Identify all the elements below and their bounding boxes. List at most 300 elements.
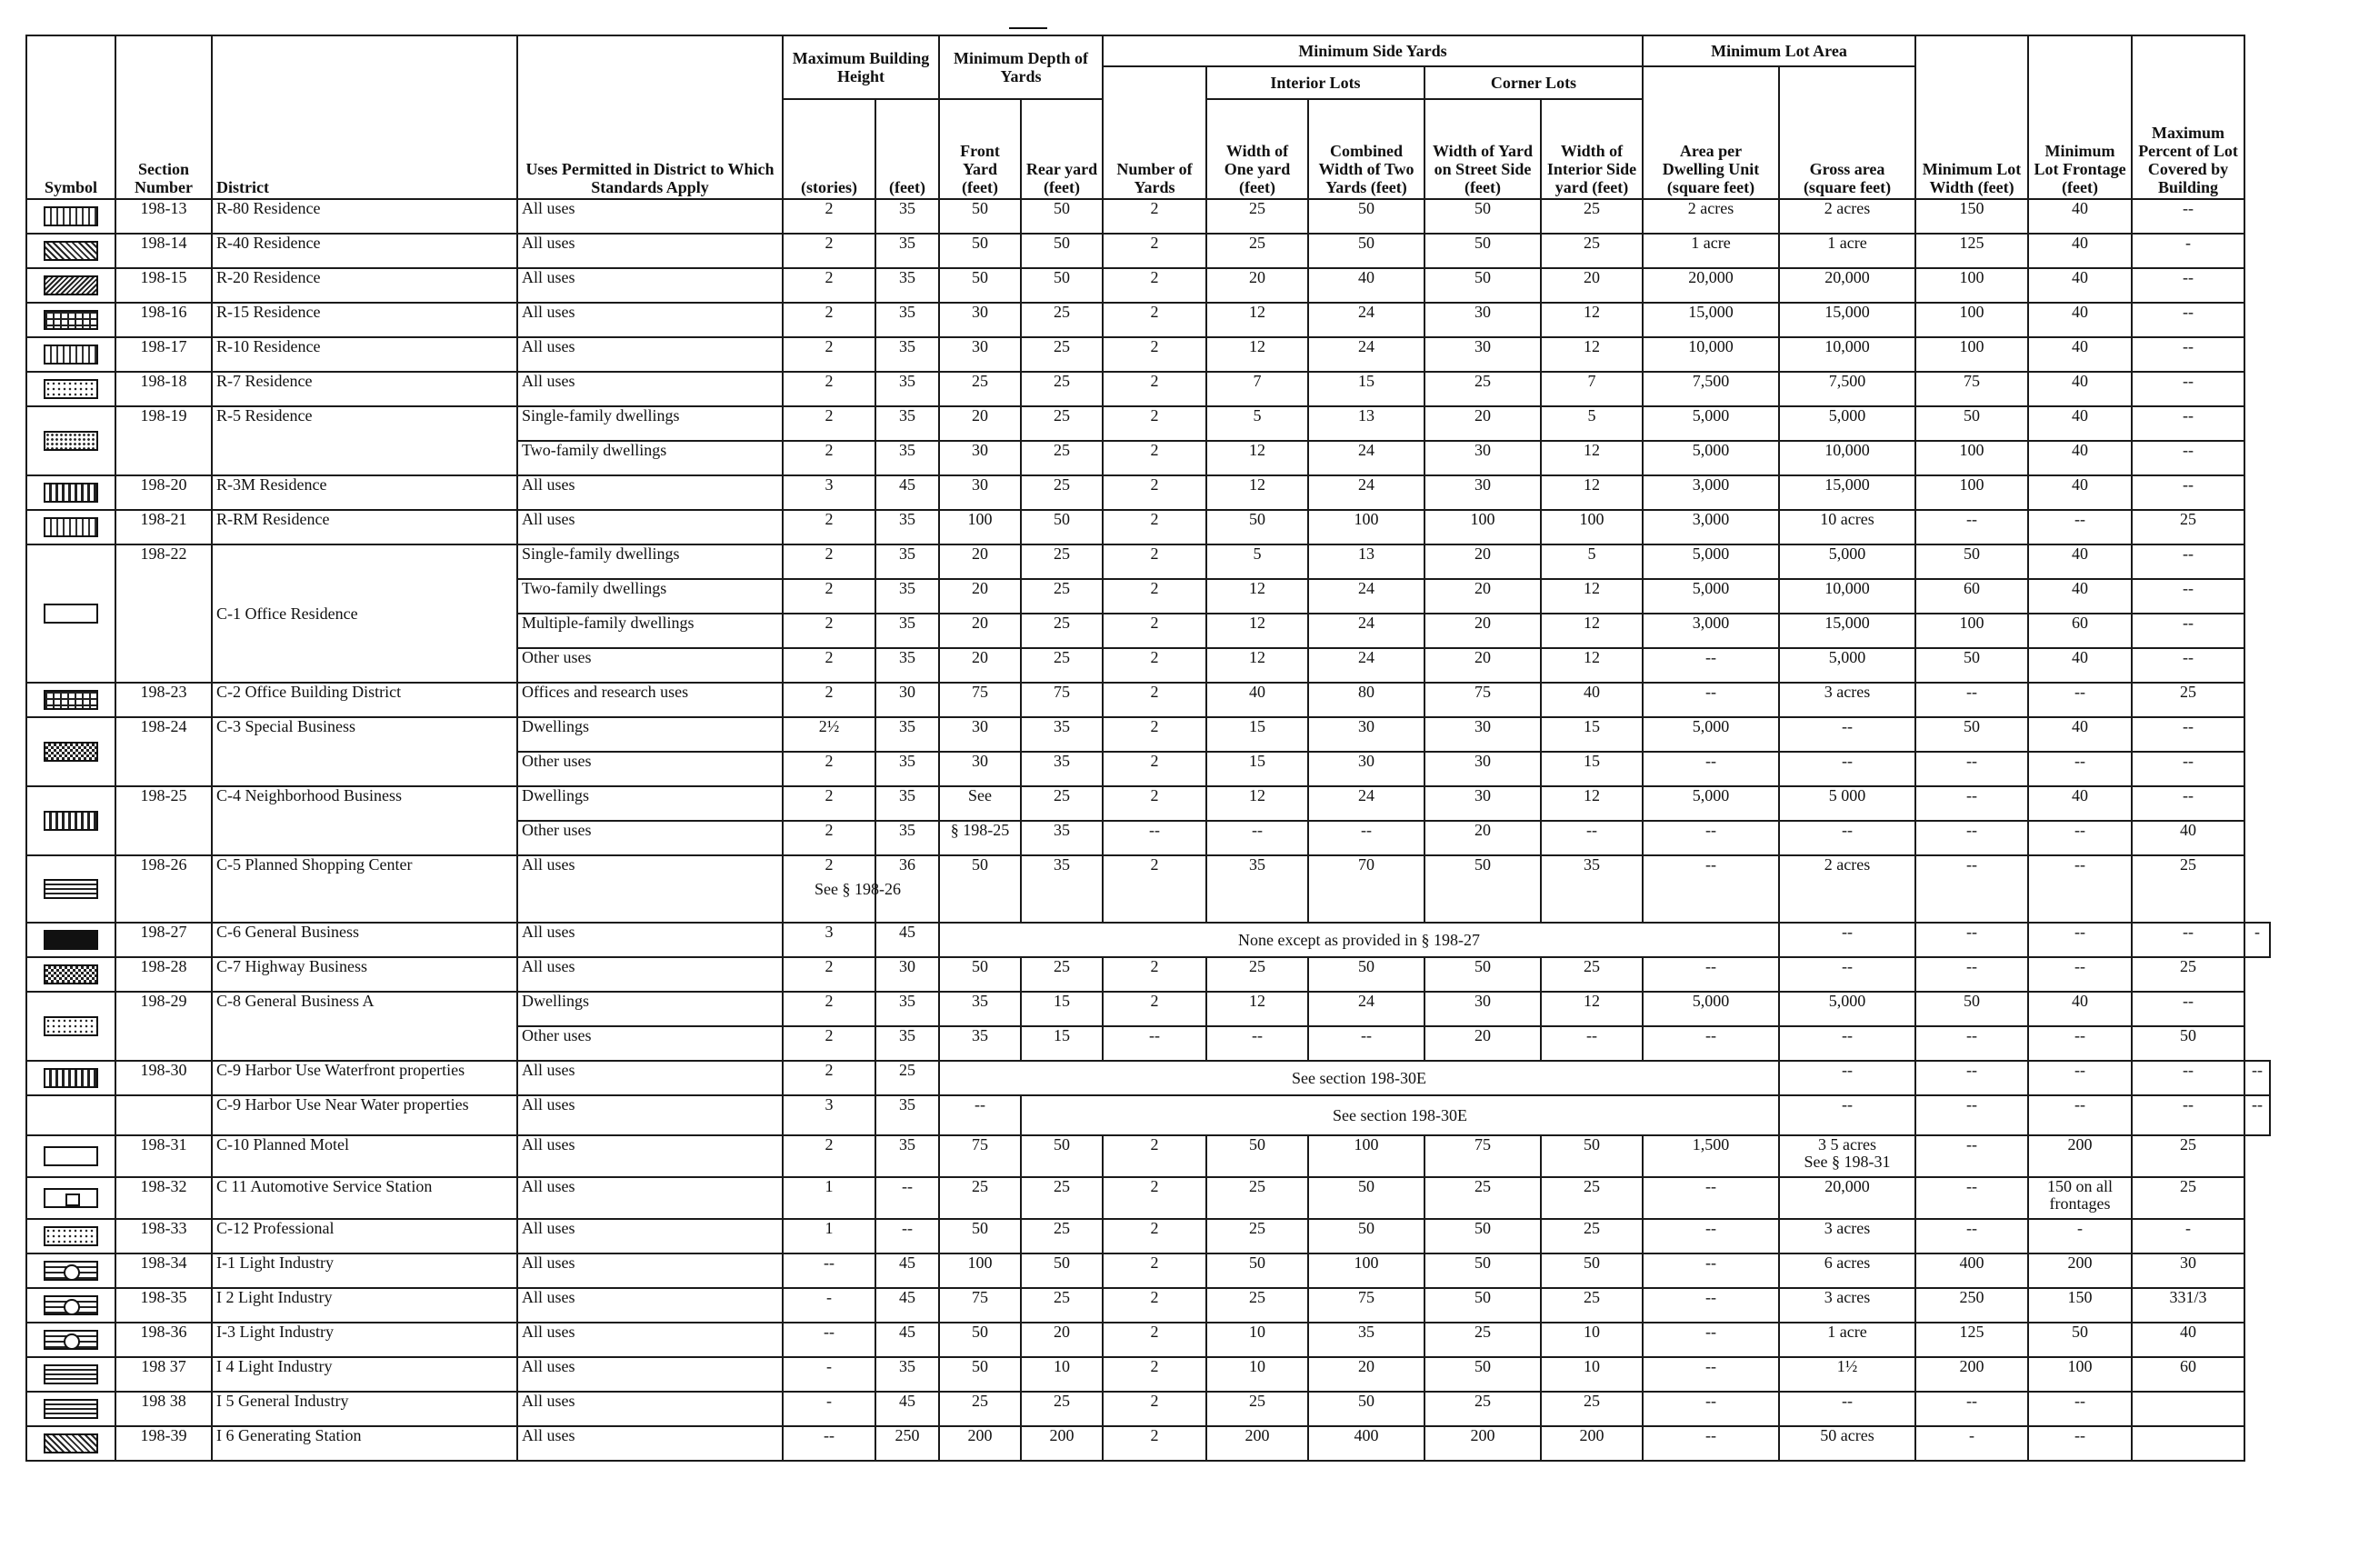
ny-cell: 2 bbox=[1103, 234, 1206, 268]
stories-value: -- bbox=[824, 1253, 835, 1272]
gross-area-value: 2 acres bbox=[1824, 855, 1871, 874]
gross-area-value: 3 acres bbox=[1824, 1288, 1871, 1306]
lot-frontage-cell bbox=[2028, 786, 2132, 821]
table-row bbox=[26, 199, 2270, 234]
zone-pattern-symbol bbox=[44, 1399, 98, 1419]
table-row bbox=[26, 1253, 2270, 1288]
stories-value: 2 bbox=[825, 992, 834, 1010]
zoning-standards-table bbox=[25, 35, 2271, 1462]
ny-cell: 2 bbox=[1103, 855, 1206, 923]
cw-cell: 30 bbox=[1308, 752, 1424, 786]
cw-cell: 70 bbox=[1308, 855, 1424, 923]
ry-cell: 15 bbox=[1021, 1026, 1103, 1061]
lot-frontage-cell bbox=[2028, 992, 2132, 1026]
gross-area-cell bbox=[1779, 441, 1915, 475]
apd-cell: 3,000 bbox=[1643, 475, 1779, 510]
cw-cell: 50 bbox=[1308, 234, 1424, 268]
is-cell: 12 bbox=[1541, 475, 1643, 510]
stories-cell bbox=[783, 372, 875, 406]
stories-value: 2 bbox=[825, 268, 834, 286]
stories-cell bbox=[783, 821, 875, 855]
zone-symbol-cell bbox=[26, 1135, 115, 1177]
stories-cell bbox=[783, 786, 875, 821]
gross-area-value: -- bbox=[1842, 1392, 1853, 1410]
uses-cell: Other uses bbox=[517, 821, 783, 855]
height-feet-cell: 45 bbox=[875, 923, 939, 957]
height-feet-cell: -- bbox=[875, 1219, 939, 1253]
uses-cell: All uses bbox=[517, 1288, 783, 1323]
gross-area-cell bbox=[1779, 544, 1915, 579]
height-feet-cell: 35 bbox=[875, 1095, 939, 1135]
lot-frontage-value: 150 bbox=[2067, 1288, 2093, 1306]
section-number-cell: 198-16 bbox=[115, 303, 212, 337]
lot-width-cell: 100 bbox=[1915, 303, 2028, 337]
lot-frontage-value: 40 bbox=[2072, 406, 2089, 424]
fy-cell: 75 bbox=[939, 683, 1021, 717]
uses-cell: All uses bbox=[517, 1095, 783, 1135]
district-cell bbox=[212, 303, 517, 337]
zone-pattern-symbol bbox=[44, 1433, 98, 1453]
district-cell bbox=[212, 337, 517, 372]
district-name: C-4 Neighborhood Business bbox=[216, 786, 402, 804]
zone-symbol-cell bbox=[26, 544, 115, 683]
zone-symbol-cell bbox=[26, 957, 115, 992]
cw-cell: 35 bbox=[1308, 1323, 1424, 1357]
stories-value: 2 bbox=[825, 614, 834, 632]
table-row bbox=[26, 683, 2270, 717]
district-name: R-80 Residence bbox=[216, 199, 321, 217]
uses-cell: All uses bbox=[517, 1323, 783, 1357]
ga-cell: -- bbox=[1915, 1061, 2028, 1095]
zone-pattern-symbol bbox=[44, 345, 98, 365]
district-name: I 5 General Industry bbox=[216, 1392, 349, 1410]
district-name: R-7 Residence bbox=[216, 372, 313, 390]
fy-cell: 30 bbox=[939, 303, 1021, 337]
lot-frontage-value: 100 bbox=[2067, 1357, 2093, 1375]
uses-cell: Other uses bbox=[517, 648, 783, 683]
lot-width-cell: 100 bbox=[1915, 614, 2028, 648]
apd-cell: 5,000 bbox=[1643, 579, 1779, 614]
zone-symbol-cell bbox=[26, 1253, 115, 1288]
ss-cell: 50 bbox=[1424, 1219, 1541, 1253]
percent-covered-cell: 25 bbox=[2132, 855, 2244, 923]
percent-covered-cell: 331/3 bbox=[2132, 1288, 2244, 1323]
gross-area-value: 10,000 bbox=[1824, 441, 1870, 459]
lot-frontage-value: 150 on all bbox=[2047, 1177, 2114, 1195]
fy-cell: 35 bbox=[939, 992, 1021, 1026]
lot-frontage-cell bbox=[2028, 1026, 2132, 1061]
zone-pattern-symbol bbox=[44, 1261, 98, 1281]
cw-cell: 40 bbox=[1308, 268, 1424, 303]
gross-area-value: 20,000 bbox=[1824, 1177, 1870, 1195]
gross-area-cell bbox=[1779, 1357, 1915, 1392]
section-number-cell: 198-32 bbox=[115, 1177, 212, 1219]
table-header bbox=[26, 35, 2270, 199]
stories-value: 2 bbox=[825, 544, 834, 563]
fy-cell: 50 bbox=[939, 855, 1021, 923]
district-cell bbox=[212, 1219, 517, 1253]
uses-cell: All uses bbox=[517, 923, 783, 957]
lot-frontage-value: 40 bbox=[2072, 475, 2089, 494]
ny-cell: 2 bbox=[1103, 1288, 1206, 1323]
stories-value: 2 bbox=[825, 957, 834, 975]
district-name: C-3 Special Business bbox=[216, 717, 355, 735]
ry-cell: 25 bbox=[1021, 957, 1103, 992]
district-cell bbox=[212, 268, 517, 303]
lw-cell: -- bbox=[2028, 1095, 2132, 1135]
table-row bbox=[26, 923, 2270, 957]
percent-covered-cell: -- bbox=[2132, 475, 2244, 510]
percent-covered-cell: 50 bbox=[2132, 1026, 2244, 1061]
lot-frontage-value: -- bbox=[2074, 821, 2086, 839]
cw-cell: 20 bbox=[1308, 1357, 1424, 1392]
zone-symbol-cell bbox=[26, 1323, 115, 1357]
district-name: R-10 Residence bbox=[216, 337, 321, 355]
stories-value: 2 bbox=[825, 683, 834, 701]
stories-cell bbox=[783, 1392, 875, 1426]
uses-cell: Dwellings bbox=[517, 786, 783, 821]
percent-covered-cell: 40 bbox=[2132, 1323, 2244, 1357]
fy-cell: 200 bbox=[939, 1426, 1021, 1461]
pc-cell: -- bbox=[2244, 1061, 2270, 1095]
ny-cell: -- bbox=[1103, 821, 1206, 855]
fy-cell: 75 bbox=[939, 1135, 1021, 1177]
table-row bbox=[26, 1135, 2270, 1177]
ny-cell: 2 bbox=[1103, 372, 1206, 406]
ss-cell: 100 bbox=[1424, 510, 1541, 544]
zone-pattern-symbol bbox=[44, 930, 98, 950]
percent-covered-cell: 60 bbox=[2132, 1357, 2244, 1392]
district-cell bbox=[212, 406, 517, 475]
stories-value: 2 bbox=[825, 1026, 834, 1044]
header-width-one-yard: Width of One yard (feet) bbox=[1206, 99, 1308, 199]
gross-area-value: -- bbox=[1842, 1026, 1853, 1044]
ny-cell: 2 bbox=[1103, 303, 1206, 337]
uses-cell: Two-family dwellings bbox=[517, 579, 783, 614]
gross-area-value: 3 acres bbox=[1824, 683, 1871, 701]
header-min-lot-area: Minimum Lot Area bbox=[1643, 35, 1915, 66]
zone-symbol-cell bbox=[26, 1095, 115, 1135]
ny-cell: 2 bbox=[1103, 1219, 1206, 1253]
percent-covered-cell: -- bbox=[2132, 441, 2244, 475]
apd-cell: -- bbox=[1643, 752, 1779, 786]
cw-cell: -- bbox=[1308, 821, 1424, 855]
gross-area-cell bbox=[1779, 1288, 1915, 1323]
gross-area-cell bbox=[1779, 510, 1915, 544]
fy-cell: 25 bbox=[939, 1392, 1021, 1426]
lot-frontage-value: 40 bbox=[2072, 717, 2089, 735]
gross-area-cell bbox=[1779, 648, 1915, 683]
district-cell bbox=[212, 1288, 517, 1323]
stories-value: 2 bbox=[825, 441, 834, 459]
height-feet-cell: 35 bbox=[875, 372, 939, 406]
w1-cell: 35 bbox=[1206, 855, 1308, 923]
lw-cell: -- bbox=[2028, 1061, 2132, 1095]
zone-symbol-cell bbox=[26, 717, 115, 786]
lot-frontage-cell bbox=[2028, 1392, 2132, 1426]
zone-pattern-symbol bbox=[44, 1146, 98, 1166]
zone-symbol-cell bbox=[26, 1061, 115, 1095]
height-feet-cell: 35 bbox=[875, 821, 939, 855]
district-name: R-20 Residence bbox=[216, 268, 321, 286]
ry-cell: 25 bbox=[1021, 1288, 1103, 1323]
lot-width-cell: 100 bbox=[1915, 441, 2028, 475]
percent-covered-cell: 30 bbox=[2132, 1253, 2244, 1288]
zone-symbol-cell bbox=[26, 855, 115, 923]
w1-cell: 12 bbox=[1206, 441, 1308, 475]
height-feet-cell: 45 bbox=[875, 1323, 939, 1357]
apd-cell: 10,000 bbox=[1643, 337, 1779, 372]
percent-covered-cell: -- bbox=[2132, 614, 2244, 648]
ss-cell: 30 bbox=[1424, 475, 1541, 510]
w1-cell: 25 bbox=[1206, 1219, 1308, 1253]
stories-cell bbox=[783, 1219, 875, 1253]
header-max-building-height: Maximum Building Height bbox=[783, 35, 939, 99]
section-number-cell: 198-25 bbox=[115, 786, 212, 855]
lot-width-cell: 100 bbox=[1915, 337, 2028, 372]
ny-cell: 2 bbox=[1103, 1392, 1206, 1426]
apd-cell: 3,000 bbox=[1643, 510, 1779, 544]
lot-width-cell: -- bbox=[1915, 1135, 2028, 1177]
lot-frontage-value: 200 bbox=[2067, 1253, 2093, 1272]
lot-frontage-value: -- bbox=[2074, 855, 2086, 874]
ss-cell: 25 bbox=[1424, 1323, 1541, 1357]
uses-cell: Single-family dwellings bbox=[517, 406, 783, 441]
apd-cell: -- bbox=[1779, 1095, 1915, 1135]
uses-cell: Two-family dwellings bbox=[517, 441, 783, 475]
gross-area-cell bbox=[1779, 1219, 1915, 1253]
w1-cell: 25 bbox=[1206, 1392, 1308, 1426]
stories-value: 3 bbox=[825, 1095, 834, 1114]
lot-frontage-cell bbox=[2028, 752, 2132, 786]
ny-cell: 2 bbox=[1103, 614, 1206, 648]
table-row bbox=[26, 1219, 2270, 1253]
cw-cell: 24 bbox=[1308, 337, 1424, 372]
stories-cell bbox=[783, 1177, 875, 1219]
percent-covered-cell: 40 bbox=[2132, 821, 2244, 855]
stories-cell bbox=[783, 957, 875, 992]
section-number-cell: 198-20 bbox=[115, 475, 212, 510]
apd-cell: -- bbox=[1643, 1219, 1779, 1253]
stories-value: 2 bbox=[825, 579, 834, 597]
ss-cell: 20 bbox=[1424, 614, 1541, 648]
zone-symbol-cell bbox=[26, 1426, 115, 1461]
uses-cell: Multiple-family dwellings bbox=[517, 614, 783, 648]
w1-cell: 12 bbox=[1206, 337, 1308, 372]
uses-cell: All uses bbox=[517, 1177, 783, 1219]
height-feet-cell: 45 bbox=[875, 1392, 939, 1426]
apd-cell: 20,000 bbox=[1643, 268, 1779, 303]
section-number-cell: 198-14 bbox=[115, 234, 212, 268]
fy-cell: 50 bbox=[939, 234, 1021, 268]
lot-frontage-cell bbox=[2028, 544, 2132, 579]
section-number-cell: 198-22 bbox=[115, 544, 212, 683]
zone-symbol-cell bbox=[26, 786, 115, 855]
gross-area-cell bbox=[1779, 1323, 1915, 1357]
ry-cell: 25 bbox=[1021, 303, 1103, 337]
ny-cell: 2 bbox=[1103, 406, 1206, 441]
table-row bbox=[26, 234, 2270, 268]
stories-note: See § 198-26 bbox=[815, 880, 901, 898]
ss-cell: 30 bbox=[1424, 786, 1541, 821]
zone-pattern-symbol bbox=[44, 742, 98, 762]
ga-cell: -- bbox=[1915, 923, 2028, 957]
ss-cell: 20 bbox=[1424, 648, 1541, 683]
header-rear-yard: Rear yard (feet) bbox=[1021, 99, 1103, 199]
height-feet-cell: 250 bbox=[875, 1426, 939, 1461]
header-front-yard: Front Yard (feet) bbox=[939, 99, 1021, 199]
gross-area-cell bbox=[1779, 337, 1915, 372]
height-feet-cell: 35 bbox=[875, 614, 939, 648]
height-feet-cell: -- bbox=[875, 1177, 939, 1219]
gross-area-cell bbox=[1779, 1253, 1915, 1288]
percent-covered-cell: -- bbox=[2132, 544, 2244, 579]
lot-frontage-value: 50 bbox=[2072, 1323, 2089, 1341]
lot-frontage-cell bbox=[2028, 337, 2132, 372]
lot-frontage-cell bbox=[2028, 614, 2132, 648]
height-feet-cell: 35 bbox=[875, 337, 939, 372]
district-note: Near Water properties bbox=[325, 1095, 469, 1114]
cw-cell: 100 bbox=[1308, 510, 1424, 544]
uses-cell: All uses bbox=[517, 1219, 783, 1253]
table-row bbox=[26, 992, 2270, 1026]
district-name: C-9 Harbor Use bbox=[216, 1095, 321, 1114]
district-cell bbox=[212, 372, 517, 406]
w1-cell: -- bbox=[1206, 1026, 1308, 1061]
fy-cell: See bbox=[939, 786, 1021, 821]
percent-covered-cell: 25 bbox=[2132, 510, 2244, 544]
lot-width-cell: 50 bbox=[1915, 544, 2028, 579]
ny-cell: 2 bbox=[1103, 441, 1206, 475]
w1-cell: 10 bbox=[1206, 1323, 1308, 1357]
stories-cell bbox=[783, 1357, 875, 1392]
section-number-cell: 198-18 bbox=[115, 372, 212, 406]
gross-area-cell bbox=[1779, 683, 1915, 717]
fy-cell: 100 bbox=[939, 510, 1021, 544]
apd-cell: -- bbox=[1643, 683, 1779, 717]
header-width-street-side: Width of Yard on Street Side (feet) bbox=[1424, 99, 1541, 199]
ss-cell: 30 bbox=[1424, 303, 1541, 337]
ry-cell: 50 bbox=[1021, 1135, 1103, 1177]
ss-cell: 75 bbox=[1424, 1135, 1541, 1177]
ga-cell: -- bbox=[1915, 1095, 2028, 1135]
district-cell bbox=[212, 1061, 517, 1095]
zone-symbol-cell bbox=[26, 372, 115, 406]
cw-cell: 24 bbox=[1308, 475, 1424, 510]
district-name: R-15 Residence bbox=[216, 303, 321, 321]
stories-cell bbox=[783, 683, 875, 717]
district-name: C-12 Professional bbox=[216, 1219, 335, 1237]
district-name: C 11 Automotive Service Station bbox=[216, 1177, 433, 1195]
zone-symbol-cell bbox=[26, 510, 115, 544]
stories-value: 2½ bbox=[818, 717, 840, 735]
is-cell: 7 bbox=[1541, 372, 1643, 406]
stories-value: 3 bbox=[825, 923, 834, 941]
uses-cell: All uses bbox=[517, 234, 783, 268]
stories-value: 2 bbox=[825, 337, 834, 355]
ny-cell: 2 bbox=[1103, 199, 1206, 234]
stories-cell bbox=[783, 544, 875, 579]
ry-cell: 200 bbox=[1021, 1426, 1103, 1461]
uses-cell: All uses bbox=[517, 303, 783, 337]
district-cell bbox=[212, 992, 517, 1061]
stories-cell bbox=[783, 579, 875, 614]
cw-cell: 13 bbox=[1308, 406, 1424, 441]
header-gross-area: Gross area (square feet) bbox=[1779, 66, 1915, 199]
stories-cell bbox=[783, 1323, 875, 1357]
lot-frontage-cell bbox=[2028, 579, 2132, 614]
stories-value: - bbox=[826, 1357, 832, 1375]
district-name: R-RM Residence bbox=[216, 510, 330, 528]
ry-cell: 25 bbox=[1021, 337, 1103, 372]
header-interior-lots: Interior Lots bbox=[1206, 66, 1424, 99]
is-cell: 12 bbox=[1541, 786, 1643, 821]
lot-frontage-cell bbox=[2028, 957, 2132, 992]
section-number-cell: 198-34 bbox=[115, 1253, 212, 1288]
is-cell: 10 bbox=[1541, 1323, 1643, 1357]
gross-area-cell bbox=[1779, 268, 1915, 303]
w1-cell: 7 bbox=[1206, 372, 1308, 406]
ss-cell: 25 bbox=[1424, 372, 1541, 406]
lot-width-cell: 250 bbox=[1915, 1288, 2028, 1323]
stories-cell bbox=[783, 648, 875, 683]
district-cell bbox=[212, 544, 517, 683]
uses-cell: All uses bbox=[517, 1357, 783, 1392]
percent-covered-cell: -- bbox=[2132, 199, 2244, 234]
is-cell: 12 bbox=[1541, 648, 1643, 683]
height-feet-cell: 35 bbox=[875, 1135, 939, 1177]
ny-cell: 2 bbox=[1103, 1177, 1206, 1219]
ry-cell: 25 bbox=[1021, 544, 1103, 579]
zone-pattern-symbol bbox=[44, 1188, 98, 1208]
lot-frontage-cell bbox=[2028, 199, 2132, 234]
district-cell bbox=[212, 1253, 517, 1288]
apd-cell: -- bbox=[1643, 1357, 1779, 1392]
table-row bbox=[26, 1095, 2270, 1135]
lot-frontage-cell bbox=[2028, 1426, 2132, 1461]
ny-cell: -- bbox=[1103, 1026, 1206, 1061]
fy-cell: 50 bbox=[939, 957, 1021, 992]
ry-cell: 25 bbox=[1021, 441, 1103, 475]
gross-area-cell bbox=[1779, 957, 1915, 992]
cw-cell: 24 bbox=[1308, 614, 1424, 648]
apd-cell: -- bbox=[1643, 855, 1779, 923]
gross-area-value: 1½ bbox=[1836, 1357, 1858, 1375]
ry-cell: 25 bbox=[1021, 648, 1103, 683]
percent-covered-cell: -- bbox=[2132, 717, 2244, 752]
cw-cell: 50 bbox=[1308, 957, 1424, 992]
w1-cell: 200 bbox=[1206, 1426, 1308, 1461]
is-cell: 25 bbox=[1541, 957, 1643, 992]
lot-width-cell: -- bbox=[1915, 1177, 2028, 1219]
w1-cell: 5 bbox=[1206, 544, 1308, 579]
ss-cell: 30 bbox=[1424, 752, 1541, 786]
gross-area-note: See § 198-31 bbox=[1804, 1153, 1891, 1171]
district-cell bbox=[212, 855, 517, 923]
ss-cell: 25 bbox=[1424, 1177, 1541, 1219]
lot-frontage-cell bbox=[2028, 855, 2132, 923]
w1-cell: 5 bbox=[1206, 406, 1308, 441]
cw-cell: 13 bbox=[1308, 544, 1424, 579]
is-cell: 25 bbox=[1541, 1219, 1643, 1253]
w1-cell: 50 bbox=[1206, 510, 1308, 544]
header-feet: (feet) bbox=[875, 99, 939, 199]
lot-width-cell: -- bbox=[1915, 786, 2028, 821]
gross-area-cell bbox=[1779, 786, 1915, 821]
stories-value: - bbox=[826, 1392, 832, 1410]
gross-area-cell bbox=[1779, 821, 1915, 855]
cw-cell: 24 bbox=[1308, 303, 1424, 337]
